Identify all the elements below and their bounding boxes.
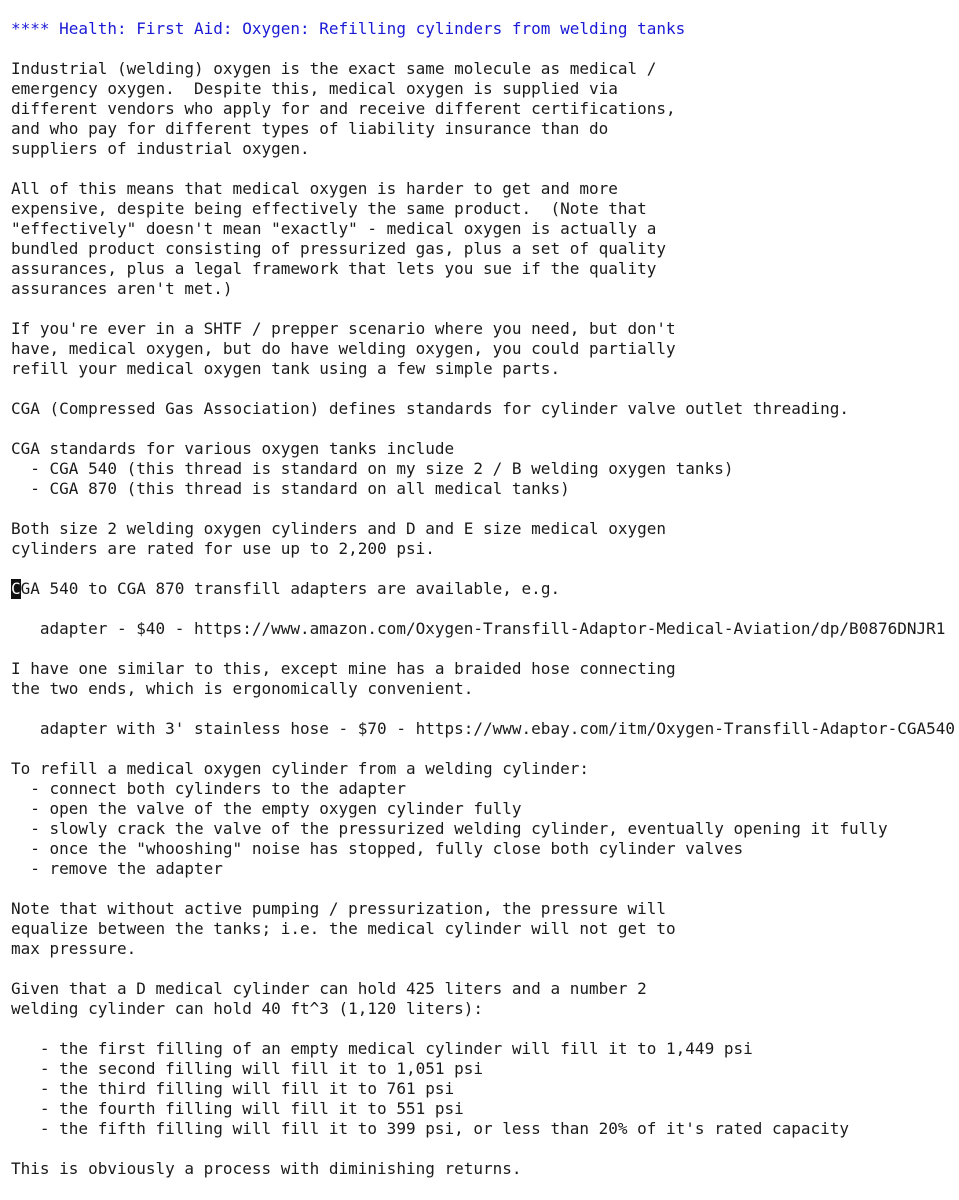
text-line: "effectively" doesn't mean "exactly" - medical oxygen is actually a [11, 219, 657, 238]
text-line: - remove the adapter [11, 859, 223, 878]
text-line: - the fifth filling will fill it to 399 psi, or less than 20% of it's rated capacity [11, 1119, 850, 1138]
text-line: refill your medical oxygen tank using a few simple parts. [11, 359, 561, 378]
blank-line [11, 699, 959, 719]
blank-line [11, 39, 959, 59]
text-line: To refill a medical oxygen cylinder from a welding cylinder: [11, 759, 589, 778]
text-line: expensive, despite being effectively the same product. (Note that [11, 199, 647, 218]
text-line: welding cylinder can hold 40 ft^3 (1,120 liters): [11, 999, 484, 1018]
text-line: Industrial (welding) oxygen is the exact same molecule as medical / [11, 59, 657, 78]
blank-line [11, 159, 959, 179]
blank-line [11, 599, 959, 619]
blank-line [11, 1019, 959, 1039]
document-body[interactable] [11, 39, 959, 1179]
text-line: max pressure. [11, 939, 137, 958]
text-line: - CGA 870 (this thread is standard on all medical tanks) [11, 479, 570, 498]
text-line: - CGA 540 (this thread is standard on my size 2 / B welding oxygen tanks) [11, 459, 734, 478]
text-line: - open the valve of the empty oxygen cylinder fully [11, 799, 522, 818]
text-line: If you're ever in a SHTF / prepper scenario where you need, but don't [11, 319, 676, 338]
text-line: cylinders are rated for use up to 2,200 psi. [11, 539, 435, 558]
text-line: Given that a D medical cylinder can hold 425 liters and a number 2 [11, 979, 647, 998]
text-editor[interactable] [11, 19, 959, 1179]
blank-line [11, 419, 959, 439]
text-line: adapter with 3' stainless hose - $70 - https://www.ebay.com/itm/Oxygen-Transfill-Adaptor-CGA540 [11, 719, 956, 738]
text-line: assurances aren't met.) [11, 279, 233, 298]
text-line: All of this means that medical oxygen is harder to get and more [11, 179, 618, 198]
blank-line [11, 1139, 959, 1159]
text-line: - slowly crack the valve of the pressurized welding cylinder, eventually opening it fully [11, 819, 888, 838]
text-line: This is obviously a process with diminishing returns. [11, 1159, 522, 1178]
text-line: and who pay for different types of liability insurance than do [11, 119, 609, 138]
blank-line [11, 959, 959, 979]
text-line: emergency oxygen. Despite this, medical oxygen is supplied via [11, 79, 618, 98]
text-line: - the second filling will fill it to 1,051 psi [11, 1059, 484, 1078]
blank-line [11, 739, 959, 759]
text-line: adapter - $40 - https://www.amazon.com/Oxygen-Transfill-Adaptor-Medical-Aviation/dp/B0876DNJR1 [11, 619, 946, 638]
text-line: bundled product consisting of pressurized gas, plus a set of quality [11, 239, 667, 258]
text-line [11, 579, 959, 599]
text-line: Both size 2 welding oxygen cylinders and D and E size medical oxygen [11, 519, 667, 538]
blank-line [11, 499, 959, 519]
section-heading: **** Health: First Aid: Oxygen: Refilling cylinders from welding tanks [11, 19, 686, 38]
text-cursor: C [11, 579, 21, 598]
text-line: assurances, plus a legal framework that lets you sue if the quality [11, 259, 657, 278]
text-line: - the fourth filling will fill it to 551 psi [11, 1099, 464, 1118]
text-line: suppliers of industrial oxygen. [11, 139, 310, 158]
text-line: have, medical oxygen, but do have welding oxygen, you could partially [11, 339, 676, 358]
line-text: GA 540 to CGA 870 transfill adapters are available, e.g. [20, 579, 561, 598]
text-line: - once the "whooshing" noise has stopped, fully close both cylinder valves [11, 839, 744, 858]
blank-line [11, 879, 959, 899]
blank-line [11, 379, 959, 399]
text-line: - the third filling will fill it to 761 psi [11, 1079, 455, 1098]
text-line: I have one similar to this, except mine has a braided hose connecting [11, 659, 676, 678]
text-line: - the first filling of an empty medical cylinder will fill it to 1,449 psi [11, 1039, 753, 1058]
text-line: equalize between the tanks; i.e. the medical cylinder will not get to [11, 919, 676, 938]
blank-line [11, 559, 959, 579]
text-line: CGA standards for various oxygen tanks include [11, 439, 455, 458]
text-line: the two ends, which is ergonomically convenient. [11, 679, 474, 698]
text-line: different vendors who apply for and receive different certifications, [11, 99, 676, 118]
blank-line [11, 639, 959, 659]
text-line: - connect both cylinders to the adapter [11, 779, 406, 798]
blank-line [11, 299, 959, 319]
text-line: CGA (Compressed Gas Association) defines standards for cylinder valve outlet threading. [11, 399, 850, 418]
text-line: Note that without active pumping / pressurization, the pressure will [11, 899, 667, 918]
